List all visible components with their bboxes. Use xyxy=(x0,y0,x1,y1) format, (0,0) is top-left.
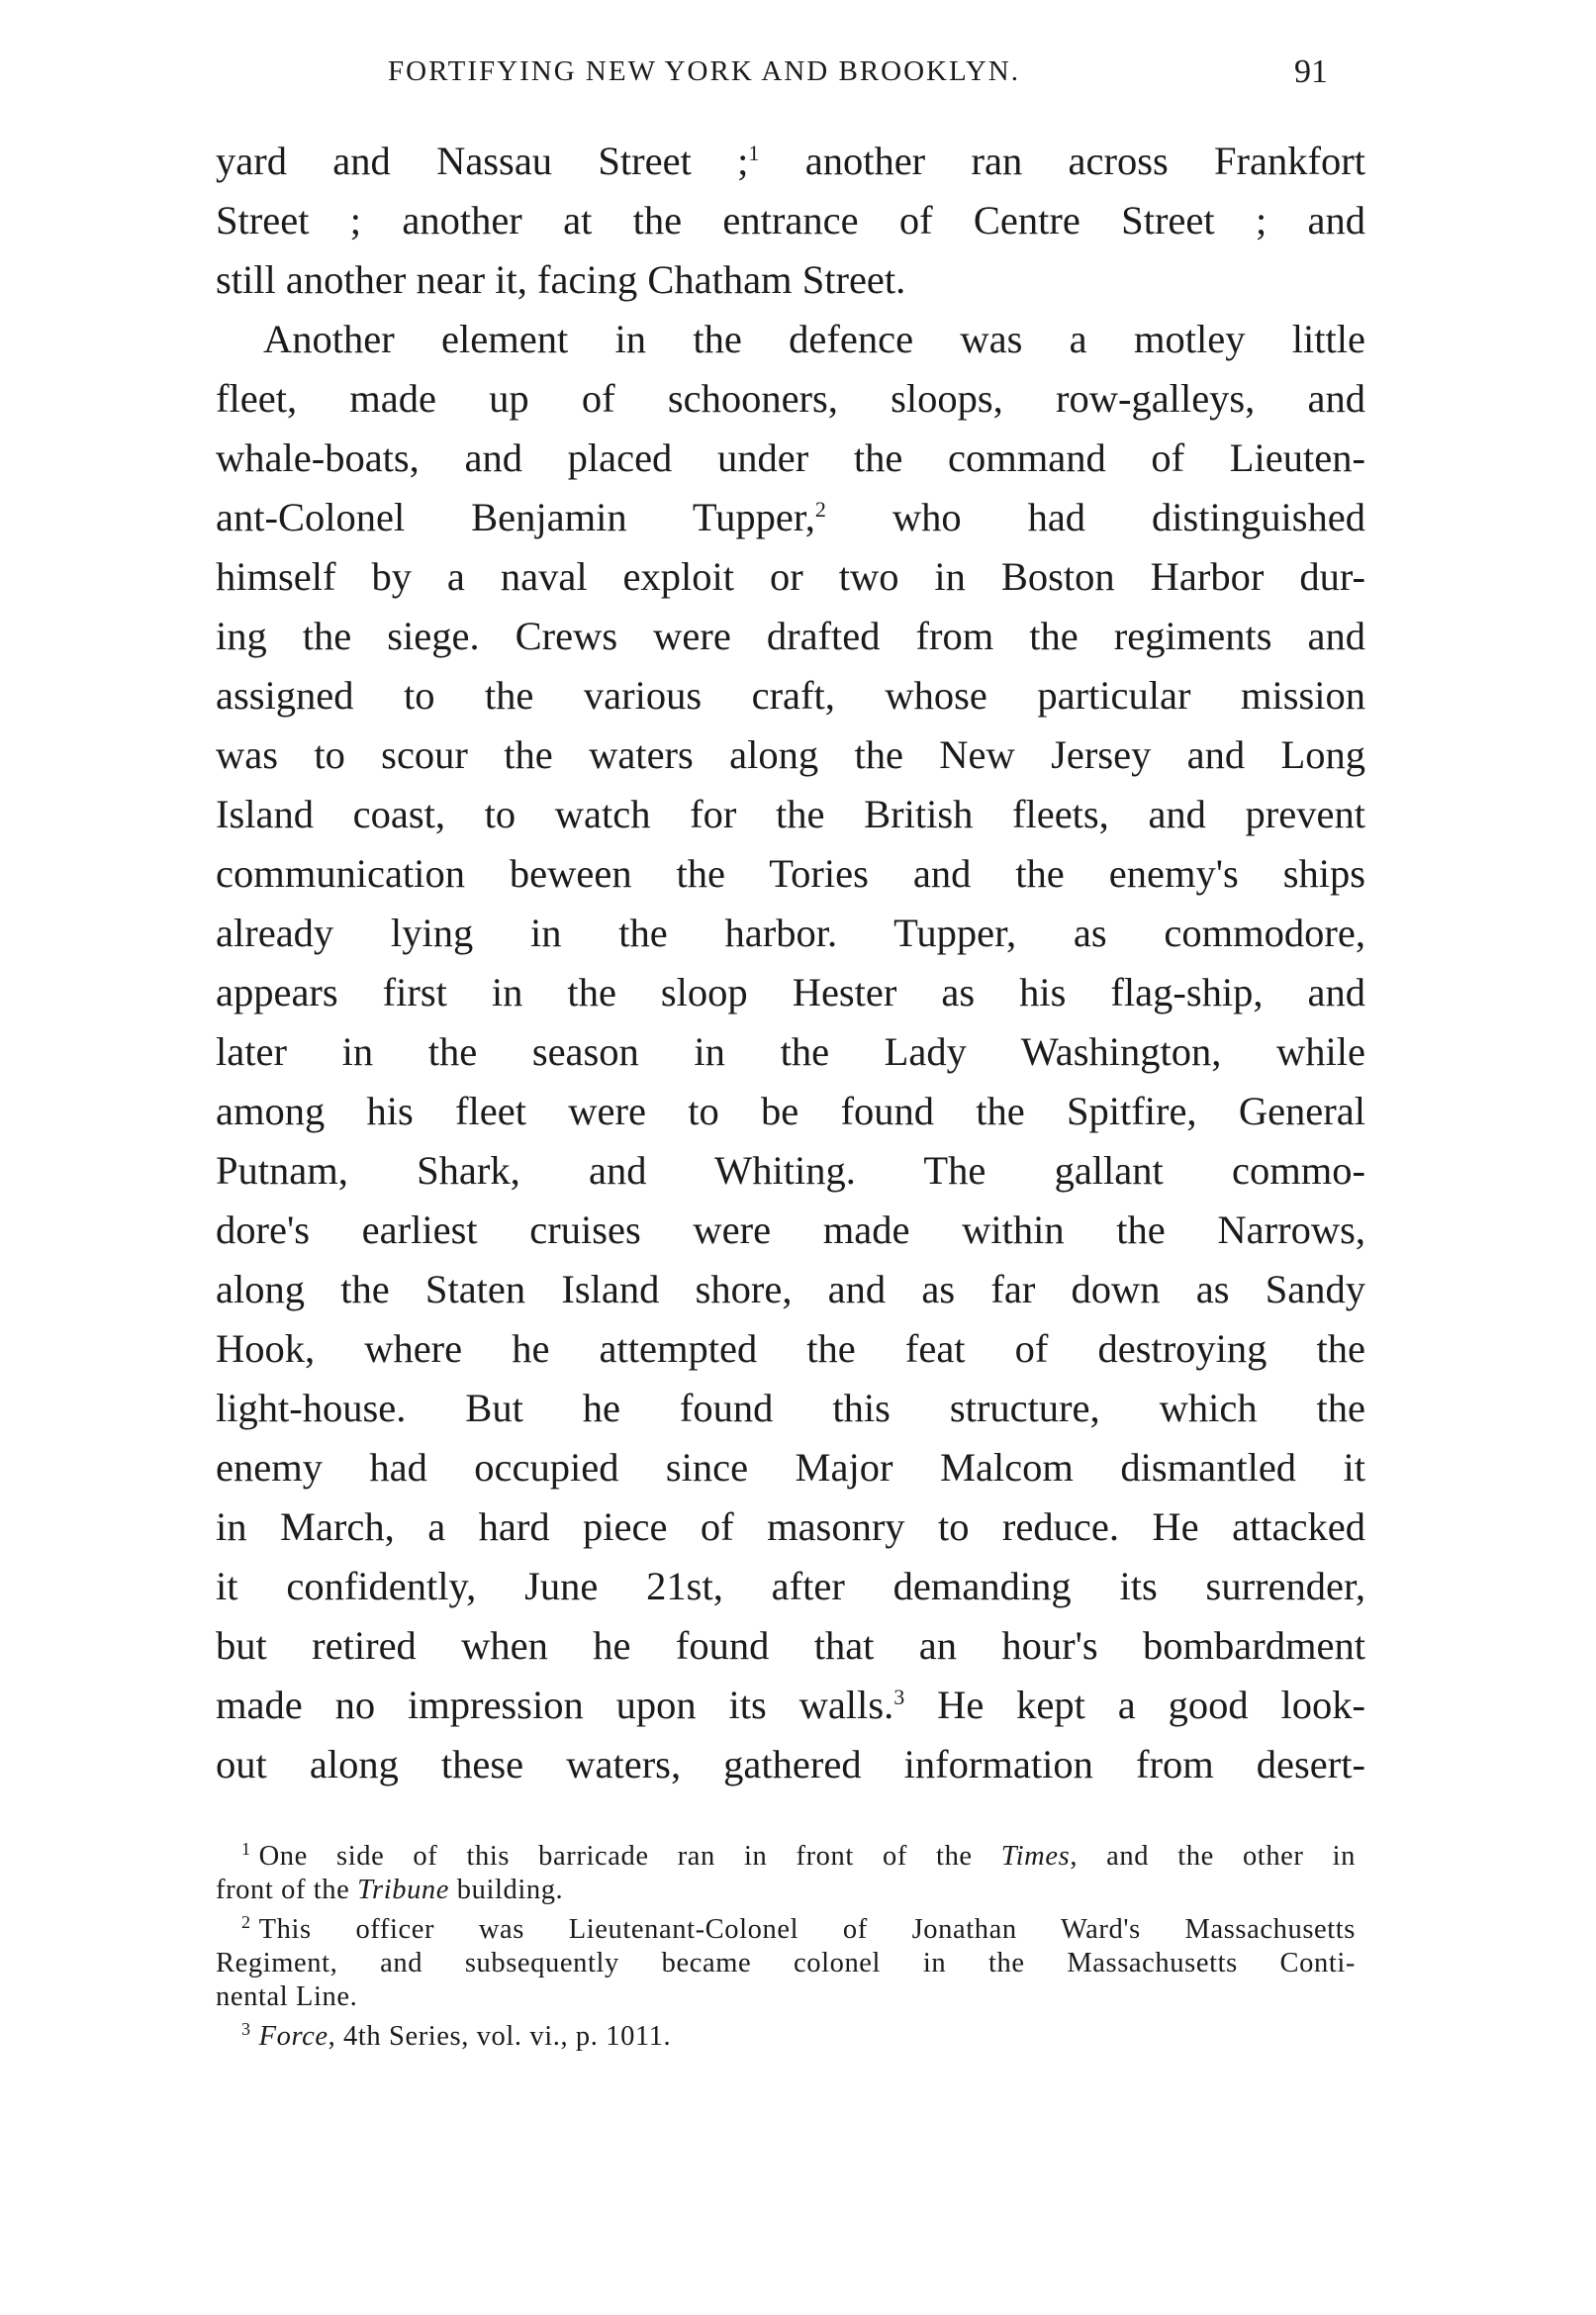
footnote-1: $^1$ One side of this barricade ran in front of the Times, and the other in xyxy=(241,1839,1356,1872)
footnote-mark: 2 xyxy=(241,1912,251,1932)
text-line: was to scour the waters along the New Jersey and Long xyxy=(216,732,1365,777)
text-line: along the Staten Island shore, and as far down as Sandy xyxy=(216,1267,1365,1311)
footnote-ref: 1 xyxy=(748,141,760,165)
text-line: in March, a hard piece of masonry to reduce. He attacked xyxy=(216,1504,1365,1549)
text-line: appears first in the sloop Hester as his flag-ship, and xyxy=(216,970,1365,1014)
footnote-ref: 3 xyxy=(893,1685,905,1709)
footnote-1-continued: front of the Tribune building. xyxy=(216,1875,564,1905)
page-number: 91 xyxy=(1294,53,1328,90)
text-line: assigned to the various craft, whose particular mission xyxy=(216,673,1365,718)
footnote-mark: 1 xyxy=(241,1839,251,1859)
text-line: Street ; another at the entrance of Centre Street ; and xyxy=(216,198,1365,242)
text-line: ing the siege. Crews were drafted from the regiments and xyxy=(216,614,1365,658)
text-line: enemy had occupied since Major Malcom dismantled it xyxy=(216,1445,1365,1490)
text-line: already lying in the harbor. Tupper, as commodore, xyxy=(216,911,1365,955)
text-line: dore's earliest cruises were made within the Narrows, xyxy=(216,1207,1365,1252)
footnote-3: $^3$ Force, 4th Series, vol. vi., p. 1011. xyxy=(241,2019,672,2052)
text-line: out along these waters, gathered information from desert- xyxy=(216,1742,1365,1786)
text-line: still another near it, facing Chatham Street. xyxy=(216,257,906,302)
text-line: Putnam, Shark, and Whiting. The gallant commo- xyxy=(216,1148,1365,1193)
text-line: Hook, where he attempted the feat of destroying the xyxy=(216,1326,1365,1371)
body-text xyxy=(216,132,1365,1794)
text-line: communication beween the Tories and the enemy's ships xyxy=(216,851,1365,896)
text-line: made no impression upon its walls.$^3$ He kept a good look- xyxy=(216,1683,1365,1727)
text-line: but retired when he found that an hour's bombardment xyxy=(216,1623,1365,1668)
text-line: yard and Nassau Street ;$^1$ another ran across Frankfort xyxy=(216,139,1365,183)
text-line: himself by a naval exploit or two in Boston Harbor dur- xyxy=(216,554,1365,599)
text-line: later in the season in the Lady Washington, while xyxy=(216,1029,1365,1074)
text-line: ant-Colonel Benjamin Tupper,$^2$ who had distinguished xyxy=(216,495,1366,539)
footnote-2: $^2$ This officer was Lieutenant-Colonel of Jonathan Ward's Massachusetts xyxy=(241,1912,1356,1945)
text-line: Island coast, to watch for the British fleets, and prevent xyxy=(216,792,1365,836)
footnote-ref: 2 xyxy=(814,497,826,522)
footnotes xyxy=(216,1840,1356,2054)
text-line: light-house. But he found this structure, which the xyxy=(216,1386,1365,1430)
text-line: fleet, made up of schooners, sloops, row-galleys, and xyxy=(216,376,1365,421)
running-head-title: FORTIFYING NEW YORK AND BROOKLYN. xyxy=(388,55,1020,87)
footnote-2-continued: Regiment, and subsequently became colonel in the Massachusetts Conti- xyxy=(216,1948,1356,1978)
text-line: among his fleet were to be found the Spitfire, General xyxy=(216,1089,1365,1133)
footnote-2-continued: nental Line. xyxy=(216,1981,358,2012)
text-line: it confidently, June 21st, after demanding its surrender, xyxy=(216,1564,1365,1608)
paragraph-start-line: Another element in the defence was a motley little xyxy=(263,317,1365,361)
footnote-mark: 3 xyxy=(241,2019,251,2039)
text-line: whale-boats, and placed under the command of Lieuten- xyxy=(216,435,1365,480)
